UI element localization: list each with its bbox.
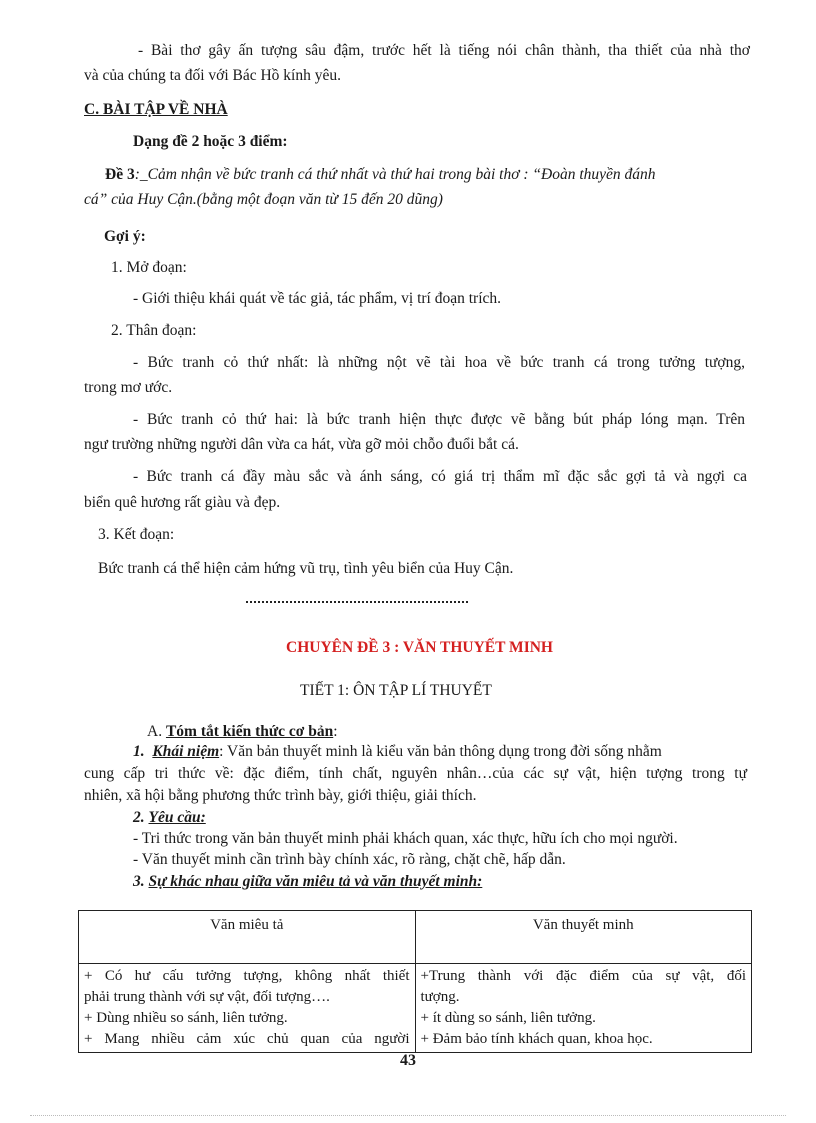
body-item-3-line-2: biển quê hương rất giàu và đẹp. bbox=[84, 494, 281, 511]
difference-label: Sự khác nhau giữa văn miêu tả và văn thuyết minh: bbox=[148, 873, 483, 890]
hint-label: Gợi ý: bbox=[104, 228, 146, 245]
table-row bbox=[79, 964, 752, 1053]
close-heading: 3. Kết đoạn: bbox=[98, 526, 175, 543]
table-cell-line: phải trung thành với sự vật, đối tượng…. bbox=[84, 989, 330, 1005]
requirement-heading bbox=[133, 809, 206, 827]
exercise-line-2: cá” của Huy Cận.(bằng một đoạn văn từ 15 đến 20 dũng) bbox=[84, 191, 443, 208]
table-cell-line: +Trung thành với đặc điểm của sự vật, đối bbox=[420, 968, 746, 984]
table-header-exposition: Văn thuyết minh bbox=[415, 911, 752, 964]
lesson-title: TIẾT 1: ÔN TẬP LÍ THUYẾT bbox=[300, 682, 492, 699]
footer-divider bbox=[30, 1115, 786, 1116]
comparison-table bbox=[78, 910, 752, 1053]
table-header-description: Văn miêu tả bbox=[79, 911, 416, 964]
table-cell-exposition bbox=[415, 964, 752, 1053]
requirement-num: 2. bbox=[133, 809, 145, 826]
summary-prefix: A. bbox=[147, 723, 166, 740]
body-item-1-line-2: trong mơ ước. bbox=[84, 379, 173, 396]
homework-heading: C. BÀI TẬP VỀ NHÀ bbox=[84, 101, 228, 118]
table-cell-line: + Đảm bảo tính khách quan, khoa học. bbox=[420, 1031, 653, 1047]
body-item-1-line-1: - Bức tranh cỏ thứ nhất: là những nột vẽ tài hoa về bức tranh cá trong tưởng tượng, bbox=[133, 354, 745, 371]
body-heading: 2. Thân đoạn: bbox=[111, 322, 197, 339]
table-cell-line: tượng. bbox=[420, 989, 460, 1005]
exercise-label: Đề 3 bbox=[105, 166, 135, 183]
requirement-item-2: - Văn thuyết minh cần trình bày chính xác, rõ ràng, chặt chẽ, hấp dẫn. bbox=[133, 851, 566, 868]
concept-label: Khái niệm bbox=[152, 743, 220, 760]
body-item-2-line-2: ngư trường những người dân vừa ca hát, vừa gỡ mỏi chỗo đuổi bắt cá. bbox=[84, 436, 519, 453]
page-number: 43 bbox=[400, 1052, 416, 1069]
table-cell-line: + Mang nhiều cảm xúc chủ quan của người bbox=[84, 1031, 410, 1047]
body-item-3-line-1: - Bức tranh cá đầy màu sắc và ánh sáng, có giá trị thẩm mĩ đặc sắc gợi tả và ngợi ca bbox=[133, 468, 747, 485]
table-cell-line: + ít dùng so sánh, liên tưởng. bbox=[420, 1010, 596, 1026]
table-cell-line: + Có hư cấu tưởng tượng, không nhất thiết bbox=[84, 968, 410, 984]
exercise-line-1 bbox=[105, 166, 750, 184]
open-heading: 1. Mở đoạn: bbox=[111, 259, 187, 276]
difference-heading bbox=[133, 873, 482, 891]
requirement-item-1: - Tri thức trong văn bản thuyết minh phải khách quan, xác thực, hữu ích cho mọi người. bbox=[133, 830, 678, 847]
summary-suffix: : bbox=[333, 723, 338, 740]
chapter-title: CHUYÊN ĐỀ 3 : VĂN THUYẾT MINH bbox=[286, 639, 553, 656]
table-cell-line: + Dùng nhiều so sánh, liên tưởng. bbox=[84, 1010, 288, 1026]
body-item-2-line-1: - Bức tranh cỏ thứ hai: là bức tranh hiện thực được vẽ bằng bút pháp lóng mạn. Trên bbox=[133, 411, 745, 428]
table-header-row bbox=[79, 911, 752, 964]
exercise-text-1: :_Cảm nhận về bức tranh cá thứ nhất và thứ hai trong bài thơ : “Đoàn thuyền đánh bbox=[134, 166, 656, 183]
concept-text-1: : Văn bản thuyết minh là kiểu văn bản thông dụng trong đời sống nhằm bbox=[219, 743, 662, 760]
intro-line-2: và của chúng ta đối với Bác Hồ kính yêu. bbox=[84, 67, 341, 84]
exercise-type: Dạng đề 2 hoặc 3 điểm: bbox=[133, 133, 288, 150]
concept-line-1 bbox=[133, 743, 749, 761]
difference-num: 3. bbox=[133, 873, 145, 890]
open-item: - Giới thiệu khái quát về tác giả, tác phẩm, vị trí đoạn trích. bbox=[133, 290, 502, 307]
requirement-label: Yêu cầu: bbox=[148, 809, 206, 826]
concept-num: 1. bbox=[133, 743, 145, 760]
concept-line-2: cung cấp tri thức về: đặc điểm, tính chất, nguyên nhân…của các sự vật, hiện tượng trong tự bbox=[84, 765, 747, 782]
summary-heading bbox=[147, 723, 338, 741]
summary-title: Tóm tắt kiến thức cơ bản bbox=[165, 723, 334, 740]
concept-line-3: nhiên, xã hội bằng phương thức trình bày, giới thiệu, giải thích. bbox=[84, 787, 477, 804]
table-cell-description bbox=[79, 964, 416, 1053]
close-item: Bức tranh cá thể hiện cảm hứng vũ trụ, tình yêu biển của Huy Cận. bbox=[98, 560, 514, 577]
separator-dots bbox=[246, 601, 468, 603]
intro-line-1: - Bài thơ gây ấn tượng sâu đậm, trước hết là tiếng nói chân thành, tha thiết của nhà thơ bbox=[138, 42, 750, 59]
